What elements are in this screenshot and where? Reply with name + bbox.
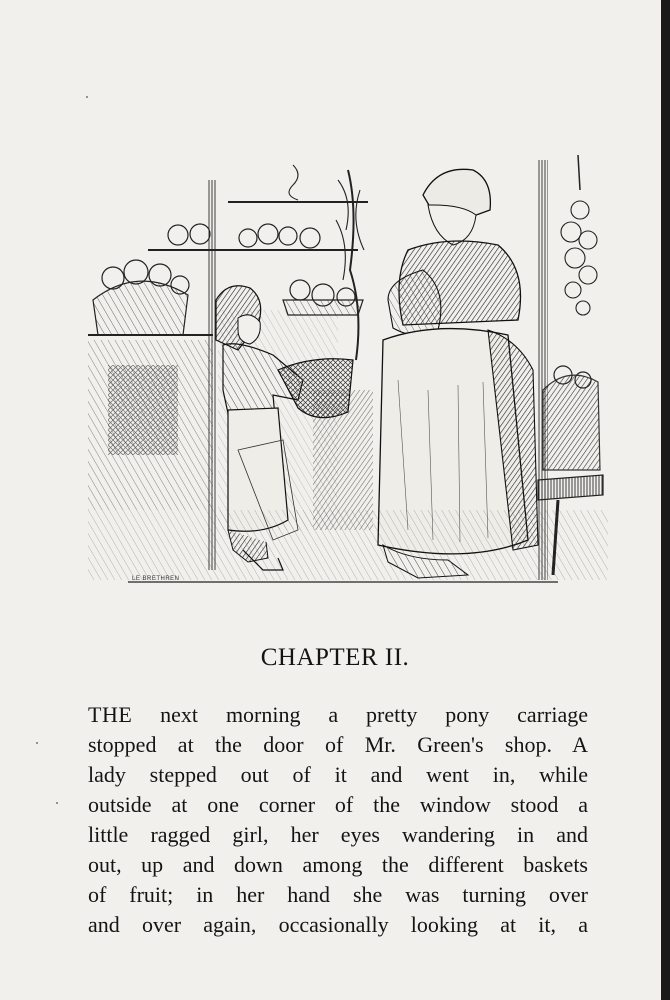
paper-speck — [36, 742, 38, 744]
text-line: lady stepped out of it and went in, while — [88, 762, 588, 787]
paper-speck — [86, 96, 88, 98]
engraver-signature: LE BRETHREN — [132, 576, 180, 582]
engraving-illustration — [88, 150, 608, 590]
text-line: stopped at the door of Mr. Green's shop. A — [88, 732, 588, 757]
text-line: and over again, occasionally looking at it, a — [88, 912, 588, 937]
text-line: of fruit; in her hand she was turning over — [88, 882, 588, 907]
paper-speck — [56, 802, 58, 804]
shop-floor — [88, 510, 608, 582]
chapter-heading: CHAPTER II. — [260, 644, 410, 671]
opening-word: THE — [88, 702, 133, 727]
text-line: THE next morning a pretty pony carriage — [88, 702, 588, 727]
text-line: little ragged girl, her eyes wandering in and — [88, 822, 588, 847]
chapter-body-text — [88, 700, 588, 940]
page-edge — [661, 0, 670, 1000]
text-line: outside at one corner of the window stood a — [88, 792, 588, 817]
text-line: out, up and down among the different baskets — [88, 852, 588, 877]
